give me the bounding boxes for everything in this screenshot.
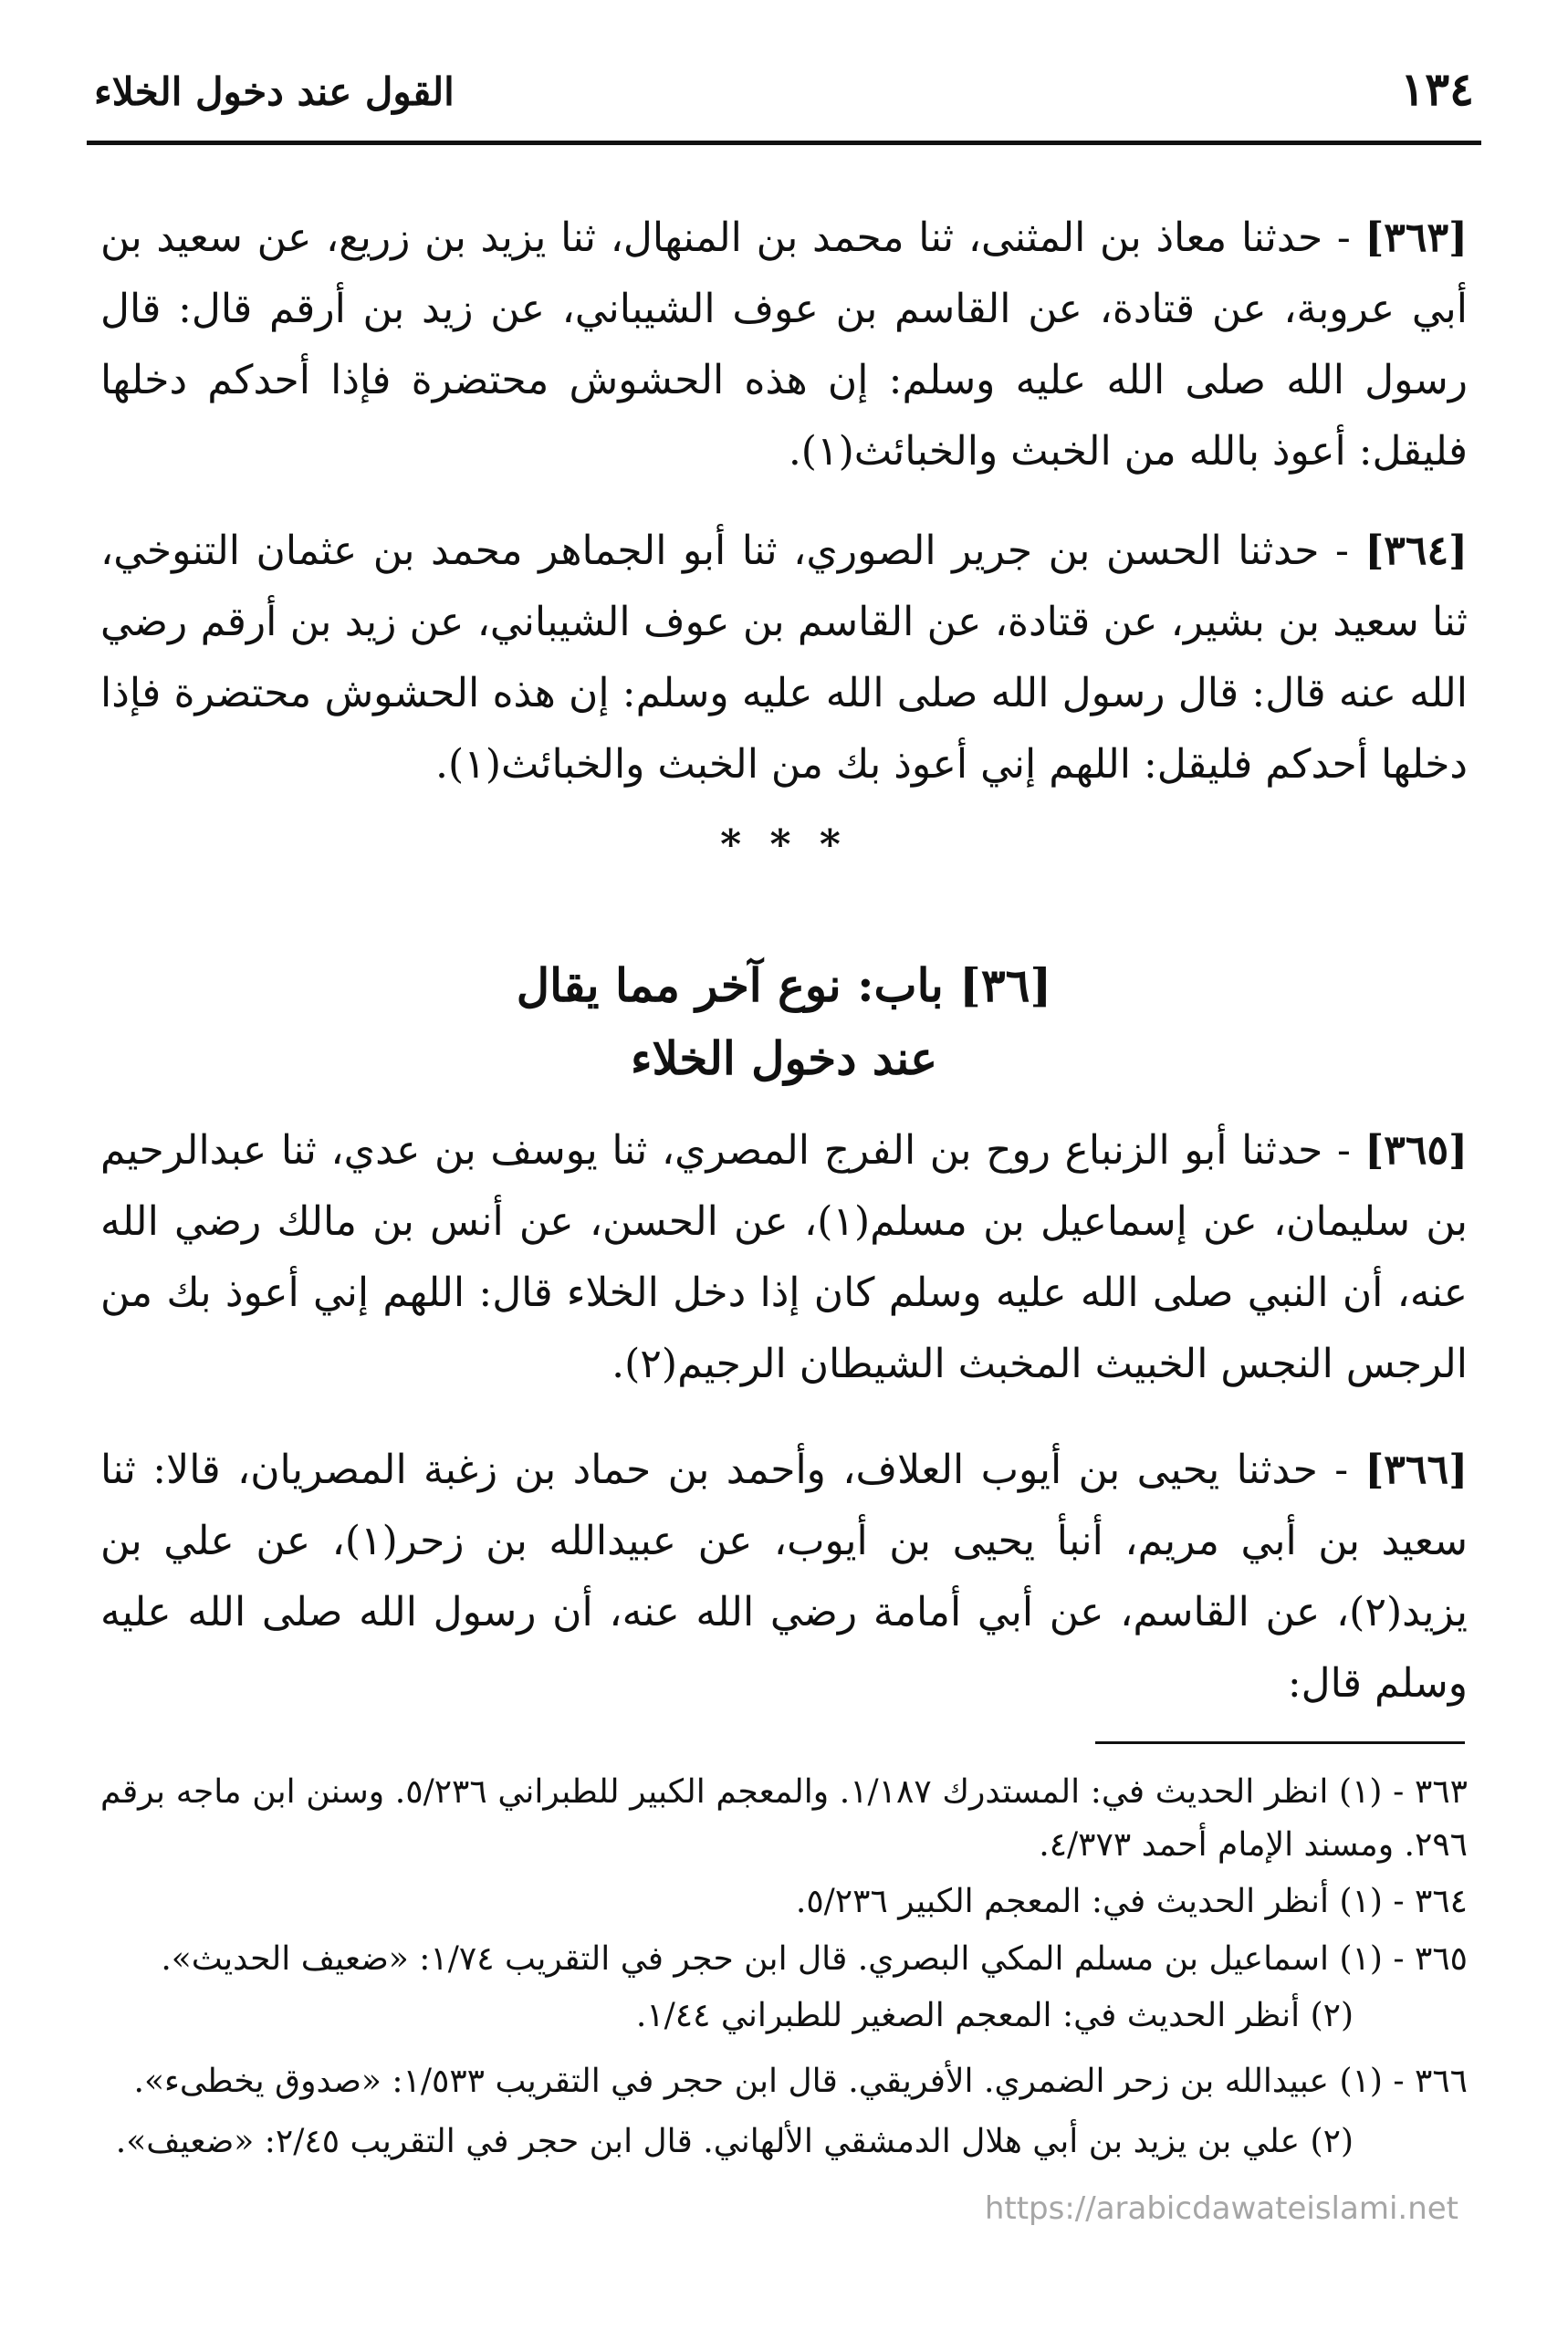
watermark: https://arabicdawateislami.net bbox=[984, 2190, 1458, 2227]
footnote-ref: ٣٦٣ - bbox=[1393, 1773, 1469, 1811]
hadith-364 bbox=[100, 516, 1468, 800]
footnote-text: (٢) علي بن يزيد بن أبي هلال الدمشقي الألهاني. قال ابن حجر في التقريب ٢/٤٥: «ضعيف». bbox=[115, 2123, 1354, 2160]
footnote-text: (٢) أنظر الحديث في: المعجم الصغير للطبراني ١/٤٤. bbox=[635, 1997, 1354, 2034]
running-title: القول عند دخول الخلاء bbox=[94, 69, 455, 114]
hadith-365 bbox=[100, 1115, 1468, 1400]
chapter-heading: [٣٦] باب: نوع آخر مما يقال bbox=[516, 958, 1052, 1012]
footnote-366-1 bbox=[100, 2055, 1468, 2108]
hadith-text: - حدثنا معاذ بن المثنى، ثنا محمد بن المنهال، ثنا يزيد بن زريع، عن سعيد بن أبي عروبة، عن قتادة، عن القاسم بن عوف الشيباني، عن زيد بن أرقم قال: قال رسول الله صلى الله عليه وسلم: إن هذه الحشوش محتضرة فإذا أحدكم دخلها فليقل: أعوذ بالله من الخبث والخبائث(١). bbox=[100, 214, 1468, 475]
hadith-text: - حدثنا أبو الزنباع روح بن الفرج المصري، ثنا يوسف بن عدي، ثنا عبدالرحيم بن سليمان، عن إسماعيل بن مسلم(١)، عن الحسن، عن أنس بن مالك رضي الله عنه، أن النبي صلى الله عليه وسلم كان إذا دخل الخلاء قال: اللهم إني أعوذ بك من الرجس النجس الخبيث المخبث الشيطان الرجيم(٢). bbox=[100, 1127, 1468, 1387]
footnote-ref: ٣٦٦ - bbox=[1393, 2063, 1468, 2100]
footnote-363 bbox=[100, 1766, 1468, 1872]
section-separator: * * * bbox=[720, 821, 848, 868]
footnote-text: (١) عبيدالله بن زحر الضمري. الأفريقي. قال ابن حجر في التقريب ١/٥٣٣: «صدوق يخطىء». bbox=[133, 2063, 1383, 2100]
footnote-rule bbox=[1095, 1741, 1465, 1744]
footnote-364 bbox=[100, 1876, 1468, 1928]
hadith-number: [٣٦٥] bbox=[1364, 1127, 1468, 1174]
running-head bbox=[87, 57, 1481, 145]
footnote-365-1 bbox=[100, 1933, 1468, 1986]
chapter-subheading: عند دخول الخلاء bbox=[630, 1031, 938, 1085]
hadith-number: [٣٦٣] bbox=[1364, 214, 1468, 261]
footnote-text: (١) انظر الحديث في: المستدرك ١/١٨٧. والمعجم الكبير للطبراني ٥/٢٣٦. وسنن ابن ماجه برقم ٢٩٦. ومسند الإمام أحمد ٤/٣٧٣. bbox=[100, 1773, 1468, 1864]
hadith-number: [٣٦٤] bbox=[1364, 528, 1468, 574]
footnote-text: (١) أنظر الحديث في: المعجم الكبير ٥/٢٣٦. bbox=[795, 1883, 1383, 1920]
footnote-ref: ٣٦٥ - bbox=[1393, 1940, 1468, 1978]
footnote-text: (١) اسماعيل بن مسلم المكي البصري. قال ابن حجر في التقريب ١/٧٤: «ضعيف الحديث». bbox=[161, 1940, 1383, 1978]
hadith-number: [٣٦٦] bbox=[1364, 1447, 1469, 1493]
hadith-366 bbox=[100, 1435, 1468, 1719]
page-number: ١٣٤ bbox=[1400, 62, 1474, 116]
hadith-363 bbox=[100, 203, 1468, 487]
footnote-ref: ٣٦٤ - bbox=[1393, 1883, 1468, 1920]
footnote-365-2 bbox=[100, 1990, 1468, 2043]
hadith-text: - حدثنا الحسن بن جرير الصوري، ثنا أبو الجماهر محمد بن عثمان التنوخي، ثنا سعيد بن بشير، عن قتادة، عن القاسم بن عوف الشيباني، عن زيد بن أرقم رضي الله عنه قال: قال رسول الله صلى الله عليه وسلم: إن هذه الحشوش محتضرة فإذا دخلها أحدكم فليقل: اللهم إني أعوذ بك من الخبث والخبائث(١). bbox=[100, 528, 1468, 788]
footnote-366-2 bbox=[100, 2116, 1468, 2168]
hadith-text: - حدثنا يحيى بن أيوب العلاف، وأحمد بن حماد بن زغبة المصريان، قالا: ثنا سعيد بن أبي مريم، أنبأ يحيى بن أيوب، عن عبيدالله بن زحر(١)، عن علي بن يزيد(٢)، عن القاسم، عن أبي أمامة رضي الله عنه، أن رسول الله صلى الله عليه وسلم قال: bbox=[100, 1447, 1468, 1707]
